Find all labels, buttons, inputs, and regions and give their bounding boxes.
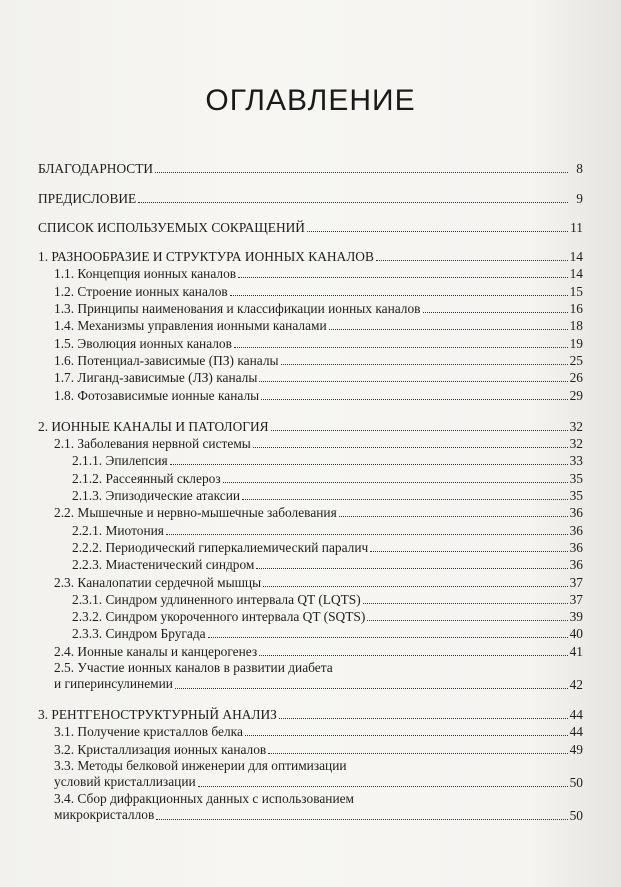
toc-entry-label: 1.7. Лиганд-зависимые (ЛЗ) каналы (54, 370, 258, 386)
toc-entry-label: 3.2. Кристаллизация ионных каналов (54, 741, 267, 757)
toc-entry-label: ПРЕДИСЛОВИЕ (38, 190, 137, 206)
dot-leader (339, 515, 568, 517)
toc-entry[interactable] (38, 556, 583, 573)
toc-entry-label: 1.6. Потенциал-зависимые (ПЗ) каналы (54, 352, 279, 368)
toc-entry-label: 2.3.3. Синдром Бругада (72, 626, 206, 642)
toc-entry-page: 29 (569, 387, 583, 403)
toc-entry-label: 2.2.2. Периодический гиперкалиемический паралич (72, 539, 369, 555)
toc-entry-page: 8 (576, 161, 583, 177)
toc-entry-label: 1.3. Принципы наименования и классификации ионных каналов (54, 301, 421, 317)
toc-entry-page: 42 (569, 676, 583, 692)
dot-leader (259, 380, 568, 382)
dot-leader (261, 398, 568, 400)
toc-entry[interactable] (38, 758, 583, 791)
dot-leader (370, 550, 568, 552)
toc-entry[interactable] (38, 706, 583, 723)
dot-leader (166, 533, 568, 535)
toc-entry[interactable] (38, 219, 583, 236)
toc-entry[interactable] (38, 369, 583, 386)
toc-entry[interactable] (38, 282, 583, 299)
dot-leader (175, 687, 568, 689)
dot-leader (281, 363, 568, 365)
toc-entry-label: 3.4. Сбор дифракционных данных с использованием (54, 790, 355, 806)
toc-entry-label: 2.2.3. Миастенический синдром (72, 557, 255, 573)
toc-entry[interactable] (38, 300, 583, 317)
toc-entry-label-continued: условий кристаллизации (54, 774, 196, 790)
toc-entry-label: 2.2.1. Миотония (72, 522, 164, 538)
toc-entry[interactable] (38, 189, 583, 206)
dot-leader (268, 752, 568, 754)
toc-entry-label: 1.4. Механизмы управления ионными каналами (54, 318, 327, 334)
page-title: ОГЛАВЛЕНИЕ (205, 84, 416, 117)
toc-entry-page: 32 (569, 436, 583, 452)
toc-entry-label: БЛАГОДАРНОСТИ (38, 161, 154, 177)
toc-entry-label: 1. РАЗНООБРАЗИЕ И СТРУКТУРА ИОННЫХ КАНАЛОВ (38, 249, 374, 265)
toc-entry[interactable] (38, 642, 583, 659)
dot-leader (256, 567, 568, 569)
toc-entry-page: 19 (569, 335, 583, 351)
toc-entry-page: 49 (569, 741, 583, 757)
toc-entry-page: 44 (569, 707, 583, 723)
dot-leader (223, 481, 568, 483)
toc-entry-label: 3.3. Методы белковой инженерии для оптимизации (54, 757, 347, 773)
toc-entry-page: 35 (569, 470, 583, 486)
toc-entry[interactable] (38, 591, 583, 608)
dot-leader (263, 585, 568, 587)
dot-leader (155, 171, 568, 173)
toc-entry-page: 11 (570, 219, 583, 235)
toc-entry-page: 36 (569, 557, 583, 573)
toc-entry[interactable] (38, 248, 583, 265)
toc-entry[interactable] (38, 625, 583, 642)
toc-entry[interactable] (38, 386, 583, 403)
dot-leader (259, 654, 568, 656)
toc-entry-page: 39 (569, 609, 583, 625)
toc-entry-label: 2.1.3. Эпизодические атаксии (72, 488, 241, 504)
toc-entry[interactable] (38, 521, 583, 538)
dot-leader (242, 498, 568, 500)
toc-entry[interactable] (38, 352, 583, 369)
dot-leader (367, 619, 568, 621)
toc-entry[interactable] (38, 791, 583, 824)
toc-entry-page: 15 (569, 283, 583, 299)
toc-entry-label: 2.3.2. Синдром укороченного интервала QT (SQTS) (72, 609, 366, 625)
toc-entry-label: 3. РЕНТГЕНОСТРУКТУРНЫЙ АНАЛИЗ (38, 707, 277, 723)
toc-entry-page: 9 (576, 190, 583, 206)
toc-entry[interactable] (38, 608, 583, 625)
dot-leader (198, 785, 568, 787)
toc-entry-label: 2.1.2. Рассеянный склероз (72, 470, 221, 486)
toc-entry[interactable] (38, 469, 583, 486)
toc-entry[interactable] (38, 334, 583, 351)
dot-leader (156, 818, 568, 820)
dot-leader (170, 463, 568, 465)
toc-entry-label: 2.1.1. Эпилепсия (72, 453, 168, 469)
toc-entry-label: 2.1. Заболевания нервной системы (54, 436, 251, 452)
toc-entry-page: 25 (569, 352, 583, 368)
dot-leader (253, 446, 568, 448)
toc-entry-label: 2.3. Каналопатии сердечной мышцы (54, 574, 262, 590)
toc-entry[interactable] (38, 435, 583, 452)
toc-entry[interactable] (38, 723, 583, 740)
dot-leader (208, 636, 568, 638)
dot-leader (423, 311, 569, 313)
toc-entry-page: 50 (569, 774, 583, 790)
dot-leader (138, 201, 568, 203)
toc-entry-page: 36 (569, 505, 583, 521)
toc-entry-label-continued: и гиперинсулинемии (54, 676, 173, 692)
toc-entry[interactable] (38, 160, 583, 177)
toc-entry-label: 2.3.1. Синдром удлиненного интервала QT (LQTS) (72, 591, 361, 607)
dot-leader (230, 294, 568, 296)
dot-leader (245, 734, 568, 736)
toc-entry-page: 36 (569, 522, 583, 538)
toc-entry[interactable] (38, 539, 583, 556)
toc-entry-page: 40 (569, 626, 583, 642)
toc-entry[interactable] (38, 487, 583, 504)
toc-entry-label: 2.2. Мышечные и нервно-мышечные заболевания (54, 505, 337, 521)
toc-entry-label: СПИСОК ИСПОЛЬЗУЕМЫХ СОКРАЩЕНИЙ (38, 219, 305, 235)
dot-leader (234, 346, 568, 348)
toc-entry[interactable] (38, 504, 583, 521)
dot-leader (271, 429, 568, 431)
toc-entry-page: 33 (569, 453, 583, 469)
toc-entry-page: 36 (569, 539, 583, 555)
toc-entry-page: 50 (569, 807, 583, 823)
dot-leader (238, 276, 568, 278)
toc-entry[interactable] (38, 265, 583, 282)
toc-entry[interactable] (38, 573, 583, 590)
toc-entry-page: 41 (569, 643, 583, 659)
dot-leader (363, 602, 568, 604)
toc-entry-page: 37 (569, 574, 583, 590)
toc-entry-page: 35 (569, 488, 583, 504)
toc-entry[interactable] (38, 660, 583, 693)
dot-leader (376, 259, 568, 261)
toc-entry[interactable] (38, 452, 583, 469)
toc-entry-label: 1.2. Строение ионных каналов (54, 283, 228, 299)
dot-leader (329, 328, 568, 330)
toc-entry[interactable] (38, 418, 583, 435)
toc-entry-label: 3.1. Получение кристаллов белка (54, 724, 243, 740)
toc-entry-page: 14 (569, 266, 583, 282)
toc-entry-label-continued: микрокристаллов (54, 807, 155, 823)
toc-entry-page: 18 (569, 318, 583, 334)
toc-entry-label: 2.4. Ионные каналы и канцерогенез (54, 643, 258, 659)
dot-leader (279, 717, 568, 719)
toc-entry-label: 1.8. Фотозависимые ионные каналы (54, 387, 260, 403)
toc-entry-page: 26 (569, 370, 583, 386)
toc-entry[interactable] (38, 740, 583, 757)
toc-entry-page: 44 (569, 724, 583, 740)
toc-entry-page: 14 (569, 249, 583, 265)
toc-entry-label: 1.1. Концепция ионных каналов (54, 266, 237, 282)
toc-entry-page: 16 (569, 301, 583, 317)
toc-entry-label: 2.5. Участие ионных каналов в развитии диабета (54, 659, 333, 675)
dot-leader (307, 230, 568, 232)
toc-entry-label: 2. ИОННЫЕ КАНАЛЫ И ПАТОЛОГИЯ (38, 418, 269, 434)
toc-entry-label: 1.5. Эволюция ионных каналов (54, 335, 232, 351)
table-of-contents (38, 160, 583, 824)
toc-entry-page: 32 (569, 418, 583, 434)
toc-entry-page: 37 (569, 591, 583, 607)
toc-entry[interactable] (38, 317, 583, 334)
